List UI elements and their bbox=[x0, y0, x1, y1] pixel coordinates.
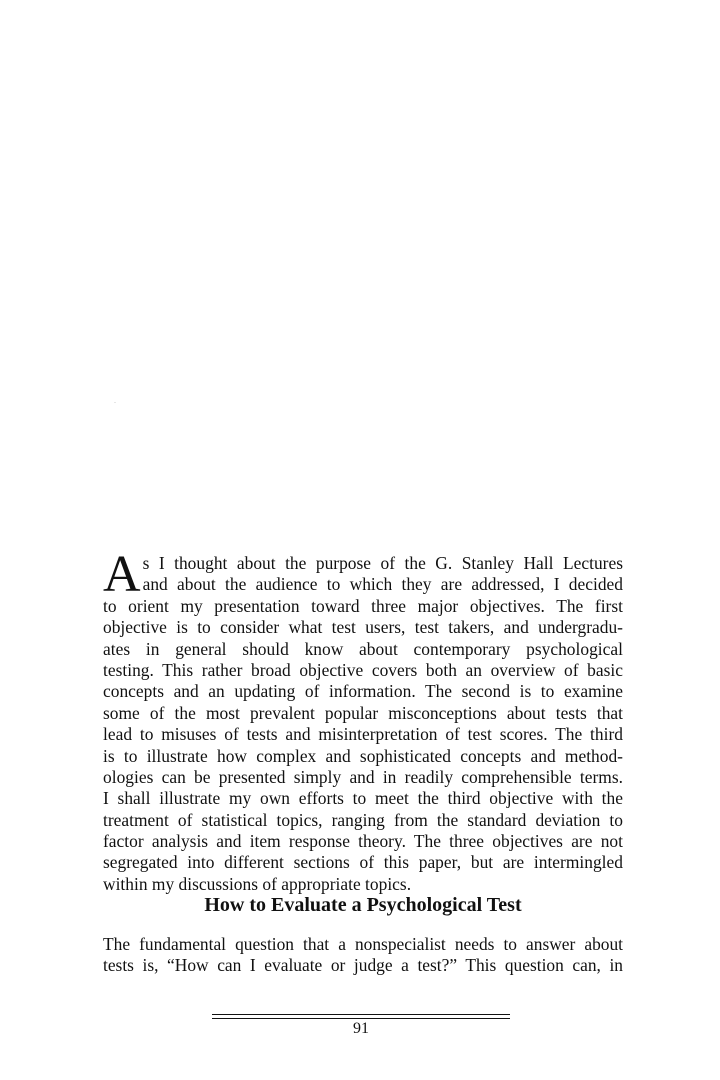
paragraph-line: lead to misuses of tests and misinterpretation of test scores. The third bbox=[103, 724, 623, 745]
paragraph-line: ologies can be presented simply and in readily comprehensible terms. bbox=[103, 766, 623, 787]
footer-rule-top bbox=[212, 1014, 510, 1015]
paragraph-line: within my discussions of appropriate topics. bbox=[103, 873, 412, 894]
paragraph-line: factor analysis and item response theory. The three objectives are not bbox=[103, 831, 623, 852]
drop-cap-lines bbox=[103, 553, 623, 596]
paragraph-line: objective is to consider what test users, test takers, and undergradu- bbox=[103, 617, 623, 638]
paragraph-line: concepts and an updating of information. The second is to examine bbox=[103, 681, 623, 702]
page-number: 91 bbox=[353, 1020, 369, 1037]
paragraph-line: I shall illustrate my own efforts to meet the third objective with the bbox=[103, 788, 623, 809]
paragraph-line: some of the most prevalent popular misconceptions about tests that bbox=[103, 702, 623, 723]
section-paragraph bbox=[103, 934, 623, 977]
opening-paragraph bbox=[103, 553, 623, 895]
paragraph-line: is to illustrate how complex and sophisticated concepts and method- bbox=[103, 745, 623, 766]
paragraph-line: and about the audience to which they are addressed, I decided bbox=[142, 574, 623, 595]
paragraph-line: tests is, “How can I evaluate or judge a test?” This question can, in bbox=[103, 955, 623, 976]
paragraph-line: to orient my presentation toward three major objectives. The first bbox=[103, 595, 623, 616]
section-heading: How to Evaluate a Psychological Test bbox=[204, 894, 522, 916]
paragraph-line: ates in general should know about contemporary psychological bbox=[103, 638, 623, 659]
paragraph-line: The fundamental question that a nonspecialist needs to answer about bbox=[103, 934, 623, 954]
paragraph-line: testing. This rather broad objective covers both an overview of basic bbox=[103, 659, 623, 680]
paragraph-line: treatment of statistical topics, ranging from the standard deviation to bbox=[103, 809, 623, 830]
scan-speck bbox=[114, 402, 116, 403]
drop-cap-letter: A bbox=[103, 553, 141, 596]
paragraph-line: segregated into different sections of this paper, but are intermingled bbox=[103, 852, 623, 873]
paragraph-line: s I thought about the purpose of the G. Stanley Hall Lectures bbox=[142, 553, 623, 573]
